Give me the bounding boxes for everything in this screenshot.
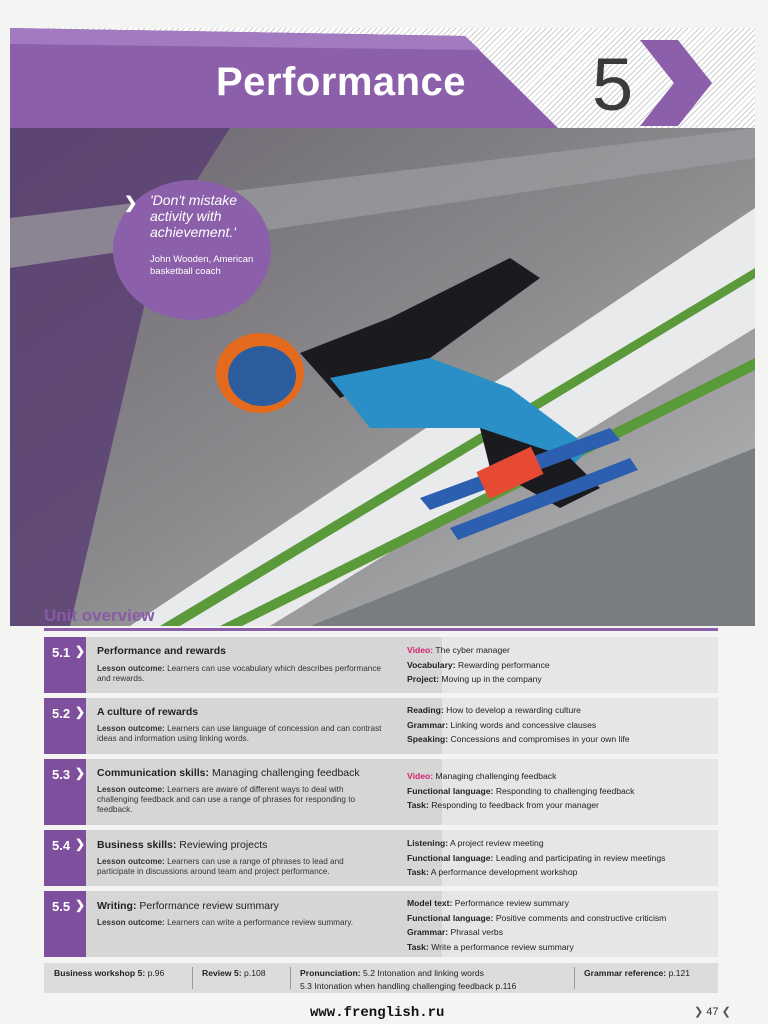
chevron-right-icon: ❯ xyxy=(75,705,86,719)
lesson-row-5-5 xyxy=(44,891,718,957)
lesson-components: Reading: How to develop a rewarding culture Grammar: Linking words and concessive clauses Speaking: Concessions and compromises in your own life xyxy=(407,705,630,744)
chevron-right-icon: ❯ xyxy=(75,837,86,851)
lesson-number-badge xyxy=(44,830,86,886)
page-number: ❯ 47 ❮ xyxy=(694,1006,731,1018)
lesson-components: Video: Managing challenging feedback Functional language: Responding to challenging feedback Task: Responding to feedback from your manager xyxy=(407,771,635,810)
overview-divider xyxy=(0,628,768,636)
lesson-number: 5.4 xyxy=(52,838,71,853)
page-title: Performance xyxy=(216,60,467,104)
lesson-number: 5.1 xyxy=(52,645,71,660)
lesson-outcome: Lesson outcome: Learners can use a range of phrases to lead and participate in discussions around team and project performance. xyxy=(97,857,344,876)
lesson-row-5-3 xyxy=(44,759,718,825)
lesson-outcome: Lesson outcome: Learners are aware of different ways to deal with challenging feedback and can use a range of phrases for responding to feedback. xyxy=(97,785,356,814)
lesson-number-badge xyxy=(44,891,86,957)
cross-references-bar xyxy=(44,963,718,993)
lesson-components: Video: The cyber manager Vocabulary: Rewarding performance Project: Moving up in the company xyxy=(407,645,550,684)
ski-jump-illustration xyxy=(10,128,755,626)
review-reference: Review 5: p.108 xyxy=(202,968,266,978)
chevron-left-icon: ❮ xyxy=(721,1006,731,1018)
lesson-title: A culture of rewards xyxy=(97,706,199,718)
lesson-title: Performance and rewards xyxy=(97,645,226,657)
unit-overview-title: Unit overview xyxy=(44,606,155,625)
lesson-outcome: Lesson outcome: Learners can write a performance review summary. xyxy=(97,918,354,927)
lesson-row-5-4 xyxy=(44,830,718,886)
lesson-number: 5.3 xyxy=(52,767,71,782)
pronunciation-reference-line2: 5.3 Intonation when handling challenging feedback p.116 xyxy=(300,981,517,991)
lesson-number-badge xyxy=(44,759,86,825)
unit-number: 5 xyxy=(592,43,634,126)
lesson-number-badge xyxy=(44,637,86,693)
chevron-right-icon xyxy=(640,40,712,126)
lesson-title: Business skills: Reviewing projects xyxy=(97,839,268,851)
quote-text: 'Don't mistake activity with achievement.' xyxy=(150,192,238,240)
lesson-components: Listening: A project review meeting Functional language: Leading and participating in review meetings Task: A performance development workshop xyxy=(407,838,666,877)
lesson-outcome: Lesson outcome: Learners can use language of concession and can contrast ideas and information using linking words. xyxy=(97,724,382,743)
lesson-row-5-2 xyxy=(44,698,718,754)
website-watermark: www.frenglish.ru xyxy=(310,1005,445,1021)
workshop-reference: Business workshop 5: p.96 xyxy=(54,968,165,978)
pronunciation-reference: Pronunciation: 5.2 Intonation and linking words xyxy=(300,968,484,978)
lesson-number: 5.2 xyxy=(52,706,71,721)
ski-jumper-photo xyxy=(10,128,755,626)
quote-author: John Wooden, American basketball coach xyxy=(150,254,254,277)
lesson-outcome: Lesson outcome: Learners can use vocabulary which describes performance and rewards. xyxy=(97,664,381,683)
chevron-right-icon: ❯ xyxy=(694,1006,704,1018)
lesson-title: Communication skills: Managing challenging feedback xyxy=(97,767,360,779)
lesson-row-5-1 xyxy=(44,637,718,693)
chevron-right-icon: ❯ xyxy=(75,644,86,658)
chevron-right-icon: ❯ xyxy=(75,766,86,780)
chevron-right-icon: ❯ xyxy=(75,898,86,912)
lesson-title: Writing: Performance review summary xyxy=(97,900,279,912)
lesson-number: 5.5 xyxy=(52,899,71,914)
lesson-components: Model text: Performance review summary Functional language: Positive comments and constructive criticism Grammar: Phrasal verbs Task: Write a performance review summary xyxy=(407,898,667,952)
grammar-reference: Grammar reference: p.121 xyxy=(584,968,691,978)
chevron-right-icon: ❯ xyxy=(124,195,138,212)
lesson-number-badge xyxy=(44,698,86,754)
